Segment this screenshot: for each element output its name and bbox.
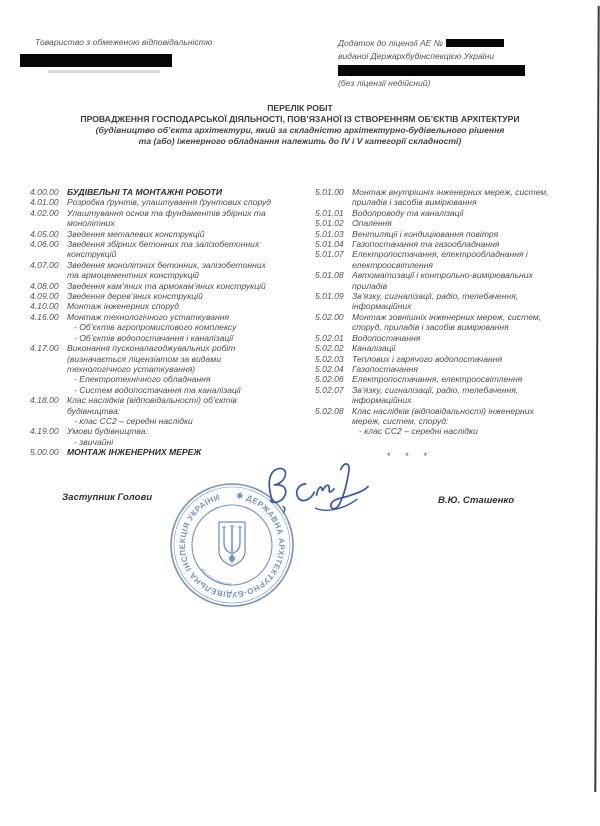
work-item-code: 4.02.00 <box>30 207 59 218</box>
work-item <box>315 385 580 406</box>
work-item <box>315 374 580 384</box>
work-item-code: 5.02.08 <box>315 405 344 416</box>
work-item <box>30 301 295 311</box>
work-item <box>30 291 295 301</box>
work-item <box>30 208 295 229</box>
work-item-code: 5.02.00 <box>315 311 344 322</box>
work-item <box>315 343 580 353</box>
work-item-code: 5.02.06 <box>315 374 344 385</box>
work-item <box>315 333 580 343</box>
work-item-code: 4.06.00 <box>30 239 59 250</box>
work-subitem: - Систем водопостачання та каналізації <box>74 384 241 395</box>
work-item-text: Зведення монолітних бетонних, залізобетонних та армоцементних конструкцій <box>67 259 266 281</box>
work-item-text: БУДІВЕЛЬНІ ТА МОНТАЖНІ РОБОТИ <box>67 187 223 197</box>
work-item-code: 5.02.07 <box>315 384 344 395</box>
work-item-code: 4.18.00 <box>30 395 59 406</box>
title-line-1: ПЕРЕЛІК РОБІТ <box>267 103 333 113</box>
company-type-label: Товариство з обмеженою відповідальністю <box>35 37 213 47</box>
work-item <box>315 208 580 218</box>
work-item-text: Електропостачання, електрообладнання і електроосвітлення <box>352 249 528 270</box>
work-item-code: 5.01.02 <box>315 218 344 229</box>
work-item-code: 4.00.00 <box>30 187 59 197</box>
work-item <box>315 291 580 312</box>
signer-role: Заступник Голови <box>62 492 153 503</box>
work-item <box>30 197 295 207</box>
work-subitem: - Електротехнічного обладнання <box>74 374 211 385</box>
work-item-text: Клас наслідків (відповідальності) інженерних мереж, систем, споруд: <box>352 405 534 426</box>
work-item <box>315 218 580 228</box>
work-item <box>30 229 295 239</box>
work-item-code: 5.02.03 <box>315 353 344 364</box>
work-item-code: 5.02.02 <box>315 343 344 354</box>
work-item <box>315 187 580 208</box>
work-item-text: Електропостачання, електроосвітлення <box>352 374 523 385</box>
work-item-code: 5.01.08 <box>315 270 344 281</box>
work-item-text: Зведення дерев’яних конструкцій <box>67 291 203 302</box>
work-item-text: Газопостачання <box>352 363 419 374</box>
license-annex-line <box>338 37 543 50</box>
work-item-code: 5.01.00 <box>315 187 344 197</box>
work-item <box>315 270 580 291</box>
scan-smudge <box>48 70 160 73</box>
works-list <box>30 187 580 458</box>
handwritten-signature <box>260 455 376 521</box>
issuer-label: виданої Держархбудінспекцією України <box>338 51 495 61</box>
work-subitem: - клас СС2 – середні наслідки <box>359 426 478 437</box>
work-item-text: Водопроводу та каналізації <box>352 207 464 218</box>
work-item-text: Монтаж інженерних споруд <box>67 301 179 312</box>
work-item-text: Каналізації <box>352 343 396 354</box>
trident-emblem <box>219 522 245 566</box>
work-item-code: 4.19.00 <box>30 426 59 437</box>
work-item <box>30 312 295 322</box>
header-left <box>35 37 275 47</box>
work-item-code: 5.00.00 <box>30 447 59 458</box>
work-item <box>315 364 580 374</box>
work-item <box>30 187 295 197</box>
work-item <box>315 249 580 270</box>
stamp-ring-text: ✱ ДЕРЖАВНА АРХІТЕКТУРНО-БУДІВЕЛЬНА ІНСПЕКЦІЯ УКРАЇНИ <box>177 491 287 600</box>
work-item <box>30 281 295 291</box>
work-item-code: 5.01.04 <box>315 239 344 250</box>
work-subitem: - Об’єктів агропромислового комплексу <box>74 322 237 333</box>
header-right <box>338 37 543 90</box>
work-item <box>315 229 580 239</box>
signer-name: В.Ю. Сташенко <box>438 495 515 506</box>
work-item-code: 5.01.07 <box>315 249 344 260</box>
subtitle-line-1: (будівництво об’єкта архітектури, який за складністю архітектурно-будівельного рішення <box>95 124 505 135</box>
work-subitem: - клас СС2 – середні наслідки <box>74 415 193 426</box>
work-item-text: Газопостачання та газообладнання <box>352 239 500 250</box>
license-annex-label: Додаток до ліцензії АЕ № <box>338 38 446 48</box>
redacted-company-name <box>20 54 172 67</box>
work-item <box>315 354 580 364</box>
work-item-text: Розробка ґрунтів, улаштування ґрунтових споруд <box>67 197 272 208</box>
stamp-inner-text: ідентифікаційний код <box>200 567 232 587</box>
document-title <box>0 103 600 146</box>
work-subitem: - Об’єктів водопостачання і каналізації <box>74 332 234 343</box>
work-item-text: Опалення <box>352 218 392 229</box>
work-item-code: 4.05.00 <box>30 228 59 239</box>
redacted-license-details <box>338 65 525 76</box>
work-item <box>30 260 295 281</box>
work-item-text: Автоматизації і контрольно-вимірювальних приладів <box>352 270 533 291</box>
work-subitem: - звичайні <box>74 436 114 447</box>
work-item <box>315 406 580 427</box>
work-item <box>30 447 295 457</box>
work-item-text: Улаштування основ та фундаментів збірних та монолітних <box>67 207 266 229</box>
work-item <box>315 239 580 249</box>
work-item-code: 5.01.01 <box>315 207 344 218</box>
work-item-text: Зв’язку, сигналізації, радіо, телебачення, інформаційних <box>352 291 519 312</box>
work-item-text: Вентиляції і кондиціювання повітря <box>352 228 499 239</box>
work-item-text: Умови будівництва: <box>67 426 148 437</box>
work-item <box>30 395 295 416</box>
work-item-text: Теплових і гарячого водопостачання <box>352 353 503 364</box>
work-item-code: 4.10.00 <box>30 301 59 312</box>
work-item-code: 5.01.03 <box>315 228 344 239</box>
work-item-text: Зведення кам’яних та армокам’яних конструкцій <box>67 280 266 291</box>
work-item-text: Водопостачання <box>352 332 421 343</box>
work-item-code: 5.02.01 <box>315 332 344 343</box>
work-item <box>30 426 295 436</box>
validity-note: (без ліцензії недійсний) <box>338 78 431 88</box>
work-item-code: 5.02.04 <box>315 363 344 374</box>
works-column-right <box>315 187 580 458</box>
work-item-code: 4.17.00 <box>30 343 59 354</box>
works-column-left <box>30 187 295 458</box>
work-item <box>30 239 295 260</box>
work-item-text: Виконання пусконалагоджувальних робіт (визначається ліцензіатом за видами технологічного устаткування) <box>67 343 236 374</box>
title-line-2: ПРОВАДЖЕННЯ ГОСПОДАРСЬКОЇ ДІЯЛЬНОСТІ, ПОВ’ЯЗАНОЇ ІЗ СТВОРЕННЯМ ОБ’ЄКТІВ АРХІТЕКТУРИ <box>80 113 520 124</box>
work-item-text: Монтаж технологічного устаткування <box>67 311 230 322</box>
work-item-text: Клас наслідків (відповідальності) об’єктів будівництва: <box>67 395 237 416</box>
subtitle-line-2: та (або) іженерного обладнання належить до IV і V категорії складності) <box>138 135 462 146</box>
work-item-code: 5.01.09 <box>315 291 344 302</box>
work-item <box>30 343 295 374</box>
work-item-code: 4.07.00 <box>30 259 59 270</box>
work-item-code: 4.01.00 <box>30 197 59 208</box>
work-item <box>315 312 580 333</box>
work-item-code: 4.09.00 <box>30 291 59 302</box>
section-separator: * * * <box>386 451 434 462</box>
work-item-text: Зведення збірних бетонних та залізобетонних конструкцій <box>67 239 260 260</box>
work-item-code: 4.16.00 <box>30 311 59 322</box>
work-item-text: Монтаж зовнішніх інженерних мереж, систем, споруд, приладів і засобів вимірювання <box>352 311 542 333</box>
redacted-license-number <box>446 39 504 47</box>
work-item-text: Зведення металевих конструкцій <box>67 228 205 239</box>
work-item-text: Зв’язку, сигналізації, радіо, телебачення, інформаційних <box>352 384 519 406</box>
work-item-text: МОНТАЖ ІНЖЕНЕРНИХ МЕРЕЖ <box>67 447 202 458</box>
work-item-code: 4.08.00 <box>30 280 59 291</box>
work-item-text: Монтаж внутрішніх інженерних мереж, систем, приладів і засобів вимірювання <box>352 187 549 208</box>
